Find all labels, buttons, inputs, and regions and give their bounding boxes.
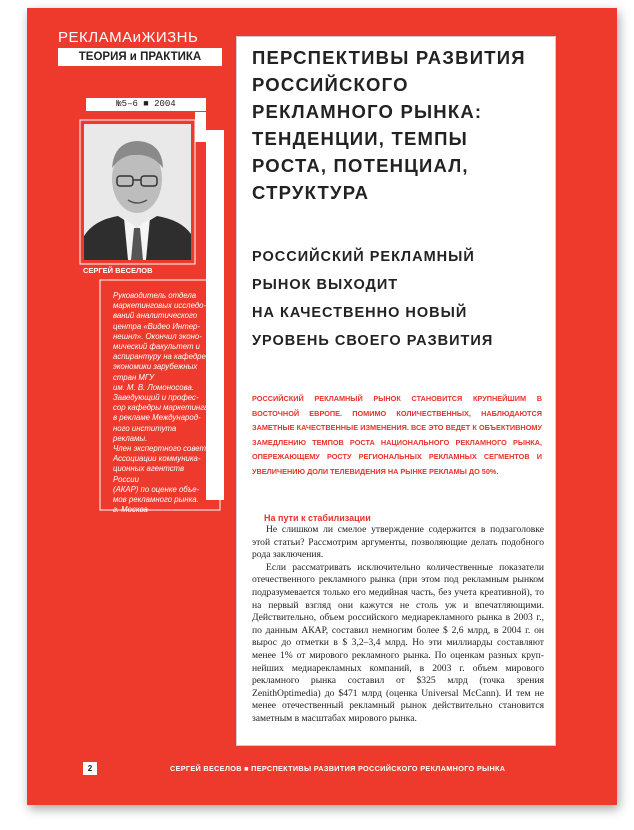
page-number: 2 [83,762,97,775]
article-lead: РОССИЙСКИЙ РЕКЛАМНЫЙ РЫНОК СТАНОВИТСЯ КРУПНЕЙШИМ В ВОСТОЧНОЙ ЕВРОПЕ. ПОМИМО КОЛИЧЕСТВЕННЫХ, НАБЛЮДАЮТСЯ ЗАМЕТНЫЕ КАЧЕСТВЕННЫЕ ИЗМЕНЕНИЯ. ВСЕ ЭТО ВЕДЕТ К ОБЪЕКТИВНОМУ ЗАМЕДЛЕНИЮ ТЕМПОВ РОСТА НАЦИОНАЛЬНОГО РЕКЛАМНОГО РЫНКА, ОПЕРЕЖАЮЩЕМУ РОСТУ РЕГИОНАЛЬНЫХ РЕКЛАМНЫХ СЕГМЕНТОВ И УВЕЛИЧЕНИЮ ДОЛИ ТЕЛЕВИДЕНИЯ НА РЫНКЕ РЕКЛАМЫ ДО 50%. [252,394,542,476]
section-heading: На пути к стабилизации [264,513,371,523]
article-subtitle: РОССИЙСКИЙ РЕКЛАМНЫЙ РЫНОК ВЫХОДИТ НА КАЧЕСТВЕННО НОВЫЙ УРОВЕНЬ СВОЕГО РАЗВИТИЯ [252,249,494,349]
article-body [252,524,544,726]
author-photo [84,124,191,260]
paragraph: Не слишком ли смелое утверждение содержится в подзаголовке этой статьи? Рассмотрим аргументы, позволяющие делать подобного рода заключения. [252,524,544,561]
magazine-brand: РЕКЛАМАиЖИЗНЬ [58,29,199,46]
paragraph: Если рассматривать исключительно количественные показатели отечественного рекламного рынка (при этом под рекламным рынком подразумевается только его медийная часть, без учета креативной), то на первый взгляд они кажутся не столь уж и впечатляющими. Действительно, объем российского медиарекламного рынка в 2003 г., по данным АКАР, составил немногим более $ 2,6 млрд, в 2004 г. он вырос до отметки в $ 3,2–3,4 млрд. Но эти миллиарды составляют менее 1% от мирового рекламного рынка. По оценкам разных крупнейших медиарекламных компаний, в 2003 г. объем мирового рекламного рынка составил от $325 млрд (точка зрения ZenithOptimedia) до $471 млрд (оценка Universal McCann). И тем не менее отечественный рекламный рынок действительно становится заметным в масштабах мирового рынка. [252,561,544,724]
author-name: СЕРГЕЙ ВЕСЕЛОВ [83,266,153,275]
article-title: ПЕРСПЕКТИВЫ РАЗВИТИЯ РОССИЙСКОГО РЕКЛАМНОГО РЫНКА: ТЕНДЕНЦИИ, ТЕМПЫ РОСТА, ПОТЕНЦИАЛ, СТРУКТУРА [252,47,526,203]
issue-number: №5–6 ■ 2004 [86,98,206,111]
magazine-section: ТЕОРИЯ и ПРАКТИКА [58,48,222,66]
author-bio: Руководитель отдела маркетинговых исследо- ваний аналитического центра «Видео Интер- нешнл». Окончил эконо- мический факультет и аспирантуру на кафедре экономики зарубежных стран МГУ им. М. В. Ломоносова. Заведующий и профес- сор кафедры маркетинга в рекламе Международ- ного института рекламы. Член экспертного совета Ассоциации коммуника- ционных агентств России (АКАР) по оценке объе- мов рекламного рынка. г. Москва [113,291,211,515]
running-footer: СЕРГЕЙ ВЕСЕЛОВ ■ ПЕРСПЕКТИВЫ РАЗВИТИЯ РОССИЙСКОГО РЕКЛАМНОГО РЫНКА [170,764,506,773]
